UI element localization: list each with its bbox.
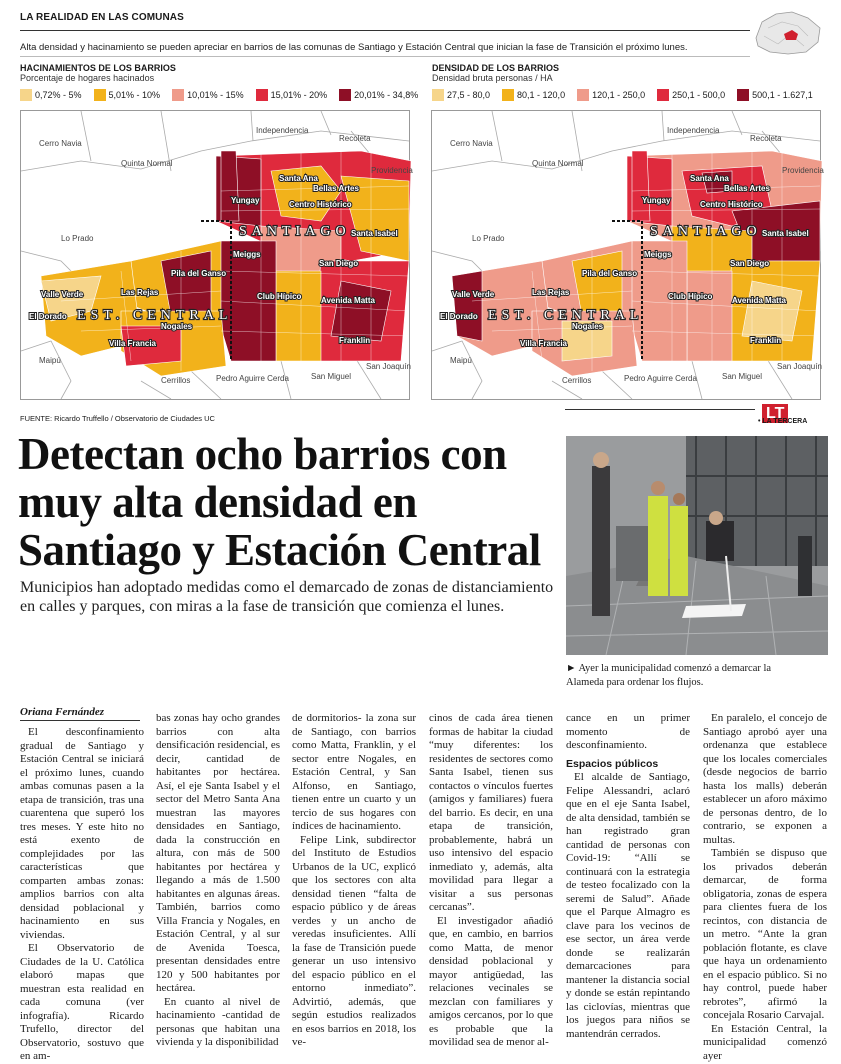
label-santiago: SANTIAGO xyxy=(650,224,762,239)
label-providencia: Providencia xyxy=(371,166,413,175)
label-san-diego: San Diego xyxy=(730,259,770,268)
divider xyxy=(565,409,755,410)
label-san-joaquin: San Joaquín xyxy=(366,362,411,371)
legend-item xyxy=(339,89,418,101)
photo-caption: ► Ayer la municipalidad comenzó a demarcar la Alameda para ordenar los flujos. xyxy=(566,663,772,688)
label-quinta-normal: Quinta Normal xyxy=(532,159,584,168)
map-right-densidad xyxy=(431,110,824,400)
deck: Municipios han adoptado medidas como el demarcado de zonas de distanciamiento en calles y parques, con miras a la fase de transición que comienza el lunes. xyxy=(20,579,554,615)
article-column-4 xyxy=(429,712,553,1050)
map-right-header xyxy=(432,63,813,101)
label-pedro-aguirre-cerda: Pedro Aguirre Cerda xyxy=(624,374,697,383)
label-est-central: EST. CENTRAL xyxy=(488,308,644,323)
label-el-dorado: El Dorado xyxy=(29,312,67,321)
legend-item xyxy=(94,89,161,101)
legend-label: 5,01% - 10% xyxy=(108,90,161,100)
label-providencia: Providencia xyxy=(782,166,824,175)
label-villa-francia: Villa Francia xyxy=(520,339,567,348)
label-meiggs: Meiggs xyxy=(233,250,261,259)
article-photo xyxy=(566,436,828,655)
paragraph: También se dispuso que los privados deberán demarcar, de forma obligatoria, zonas de espera para clientes fuera de los recintos, con distancia de un metro. “Ante la gran población flotante, es clave que haya un ordenamiento en el espacio público. Si no hay control, puede haber rebrotes”, afirmó la concejala Rosario Carvajal. xyxy=(703,847,827,1021)
map-left-legend xyxy=(20,89,418,101)
paragraph: Felipe Link, subdirector del Instituto de Estudios Urbanos de la UC, explicó que los sectores con alta densidad tienen “falta de espacio público y de áreas verdes y un ancho de veredas insuficientes. Allí la fase de Transición puede generar un uso intensivo del espacio público en el entorno inmediato”. Advirtió, además, que según estudios realizados en esos barrios en 2018, los ve- xyxy=(292,833,416,1048)
label-independencia: Independencia xyxy=(256,126,309,135)
legend-swatch xyxy=(20,89,32,101)
legend-label: 250,1 - 500,0 xyxy=(672,90,726,100)
legend-swatch xyxy=(577,89,589,101)
paragraph: cance en un primer momento de desconfinamiento. xyxy=(566,712,690,751)
label-las-rejas: Las Rejas xyxy=(532,288,570,297)
label-santiago: SANTIAGO xyxy=(239,224,351,239)
map-right-legend xyxy=(432,89,813,101)
legend-label: 27,5 - 80,0 xyxy=(447,90,491,100)
legend-label: 0,72% - 5% xyxy=(35,90,82,100)
map-left-title: HACINAMIENTOS DE LOS BARRIOS xyxy=(20,63,176,73)
label-valle-verde: Valle Verde xyxy=(452,290,495,299)
legend-swatch xyxy=(737,89,749,101)
divider xyxy=(20,30,750,31)
label-recoleta: Recoleta xyxy=(750,134,782,143)
label-nogales: Nogales xyxy=(161,322,193,331)
divider xyxy=(20,56,750,57)
legend-label: 20,01% - 34,8% xyxy=(354,90,419,100)
label-san-joaquin: San Joaquín xyxy=(777,362,822,371)
label-lo-prado: Lo Prado xyxy=(472,234,505,243)
article-column-1 xyxy=(20,726,144,1064)
label-pedro-aguirre-cerda: Pedro Aguirre Cerda xyxy=(216,374,289,383)
locator-map-icon xyxy=(748,8,828,58)
map-left-header xyxy=(20,63,418,101)
article-column-5 xyxy=(566,712,690,1041)
legend-label: 10,01% - 15% xyxy=(187,90,244,100)
label-villa-francia: Villa Francia xyxy=(109,339,156,348)
legend-swatch xyxy=(502,89,514,101)
brand-name: • LA TERCERA xyxy=(758,418,808,425)
legend-item xyxy=(20,89,82,101)
map-right-title: DENSIDAD DE LOS BARRIOS xyxy=(432,63,560,73)
legend-item xyxy=(256,89,328,101)
label-san-miguel: San Miguel xyxy=(722,372,763,381)
map-left-subtitle: Porcentaje de hogares hacinados xyxy=(20,73,155,83)
subhead: Espacios públicos xyxy=(566,757,659,770)
legend-swatch xyxy=(256,89,268,101)
label-cerrillos: Cerrillos xyxy=(161,376,191,385)
article-column-3 xyxy=(292,712,416,1050)
label-yungay: Yungay xyxy=(642,196,671,205)
divider xyxy=(20,720,140,721)
label-maipu: Maipú xyxy=(39,356,61,365)
map-left-hacinamiento xyxy=(20,110,413,400)
paragraph: En paralelo, el concejo de Santiago aprobó ayer una ordenanza que establece que los locales comerciales (desde negocios de barrio hasta los malls) deberán establecer un aforo máximo de personas dentro, de lo contrario, se exponen a multas. xyxy=(703,712,827,846)
label-franklin: Franklin xyxy=(339,336,371,345)
label-cerro-navia: Cerro Navia xyxy=(39,139,82,148)
label-santa-isabel: Santa Isabel xyxy=(762,229,809,238)
legend-item xyxy=(737,89,813,101)
legend-item xyxy=(657,89,725,101)
source-credit: FUENTE: Ricardo Truffello / Observatorio de Ciudades UC xyxy=(20,414,215,423)
byline: Oriana Fernández xyxy=(20,706,105,718)
label-independencia: Independencia xyxy=(667,126,720,135)
label-santa-isabel: Santa Isabel xyxy=(351,229,398,238)
label-santa-ana: Santa Ana xyxy=(690,174,729,183)
legend-swatch xyxy=(339,89,351,101)
legend-swatch xyxy=(657,89,669,101)
legend-swatch xyxy=(172,89,184,101)
label-est-central: EST. CENTRAL xyxy=(77,308,233,323)
label-valle-verde: Valle Verde xyxy=(41,290,84,299)
paragraph: de dormitorios- la zona sur de Santiago, con barrios como Matta, Franklin, y el sector entre Nogales, en Estación Central, y San Alfonso, en Santiago, tienen entre un cuarto y un tercio de sus hogares con índices de hacinamiento. xyxy=(292,712,416,832)
label-franklin: Franklin xyxy=(750,336,782,345)
label-yungay: Yungay xyxy=(231,196,260,205)
article-column-6 xyxy=(703,712,827,1063)
headline: Detectan ocho barrios con muy alta densidad en Santiago y Estación Central xyxy=(18,429,541,575)
label-lo-prado: Lo Prado xyxy=(61,234,94,243)
label-avenida-matta: Avenida Matta xyxy=(321,296,375,305)
label-cerrillos: Cerrillos xyxy=(562,376,592,385)
label-santa-ana: Santa Ana xyxy=(279,174,318,183)
label-maipu: Maipú xyxy=(450,356,472,365)
paragraph: El desconfinamiento gradual de Santiago y Estación Central se iniciará el próximo lunes, cuando ambas comunas pasen a la etapa de transición, tras una cuarentena que superó los tres meses. Y este hito no está exento de complejidades por las características que comparten ambas zonas: amplios barrios con alta densidad poblacional y hacinamiento en sus viviendas. xyxy=(20,726,144,941)
legend-item xyxy=(432,89,490,101)
label-pila-del-ganso: Pila del Ganso xyxy=(582,269,638,278)
legend-item xyxy=(502,89,565,101)
brand-logo-mark: LT xyxy=(762,404,788,423)
intro-text: Alta densidad y hacinamiento se pueden apreciar en barrios de las comunas de Santiago y Estación Central que inician la fase de Transición el próximo lunes. xyxy=(20,42,688,53)
label-las-rejas: Las Rejas xyxy=(121,288,159,297)
legend-swatch xyxy=(94,89,106,101)
paragraph: En Estación Central, la municipalidad comenzó ayer xyxy=(703,1022,827,1062)
paragraph: bas zonas hay ocho grandes barrios con alta densificación residencial, es decir, cantidad de habitantes por hectárea. Así, el eje Santa Isabel y el sector del Metro Santa Ana muestran las mayores densidades en Santiago, dada la construcción en altura, con más de 500 habitantes por hectárea y llegando a más de 1.500 habitantes en algunas áreas. También, barrios como Villa Francia y Nogales, en Estación Central, y al sur de Avenida Toesca, presentan densidades entre 120 y 500 habitantes por hectárea. xyxy=(156,712,280,994)
map-right-subtitle: Densidad bruta personas / HA xyxy=(432,73,553,83)
label-recoleta: Recoleta xyxy=(339,134,371,143)
paragraph: El Observatorio de Ciudades de la U. Católica elaboró mapas que muestran esta realidad en cada comuna (ver infografía). Ricardo Trufello, director del Observatorio, sostuvo que en am- xyxy=(20,942,144,1062)
label-pila-del-ganso: Pila del Ganso xyxy=(171,269,227,278)
label-centro-historico: Centro Histórico xyxy=(289,200,352,209)
paragraph: El alcalde de Santiago, Felipe Alessandri, aclaró que en el eje Santa Isabel, de alta densidad, también se han registrado gran cantidad de personas con Covid-19: “Allí se continuará con la estrategia de testeo focalizado con la seremi de Salud”. Añade que el Parque Almagro es clave para los vecinos de ese sector, un área verde donde se realizarán demarcaciones para mantener la distancia social y donde se están repintando las ciclovías, mientras que los juegos para niños se mantendrán cerrados. xyxy=(566,771,690,1040)
paragraph: En cuanto al nivel de hacinamiento -cantidad de personas que habitan una vivienda y la disponibilidad xyxy=(156,995,280,1048)
section-label: LA REALIDAD EN LAS COMUNAS xyxy=(20,12,184,23)
label-bellas-artes: Bellas Artes xyxy=(724,184,770,193)
legend-label: 120,1 - 250,0 xyxy=(592,90,646,100)
label-quinta-normal: Quinta Normal xyxy=(121,159,173,168)
article-column-2 xyxy=(156,712,280,1050)
label-meiggs: Meiggs xyxy=(644,250,672,259)
label-club-hipico: Club Hípico xyxy=(668,292,713,301)
legend-item xyxy=(577,89,645,101)
legend-label: 80,1 - 120,0 xyxy=(517,90,566,100)
label-el-dorado: El Dorado xyxy=(440,312,478,321)
label-bellas-artes: Bellas Artes xyxy=(313,184,359,193)
label-san-miguel: San Miguel xyxy=(311,372,352,381)
label-nogales: Nogales xyxy=(572,322,604,331)
label-cerro-navia: Cerro Navia xyxy=(450,139,493,148)
legend-swatch xyxy=(432,89,444,101)
legend-label: 15,01% - 20% xyxy=(270,90,328,100)
label-centro-historico: Centro Histórico xyxy=(700,200,763,209)
legend-item xyxy=(172,89,244,101)
legend-label: 500,1 - 1.627,1 xyxy=(752,90,813,100)
label-avenida-matta: Avenida Matta xyxy=(732,296,786,305)
paragraph: cinos de cada área tienen formas de habitar la ciudad “muy diferentes: los residentes de sectores como Santa Isabel, tienen sus contactos o vínculos fuertes (amigos y familiares) fuera del barrio. Es decir, en una etapa de transición, probablemente, habrá un uso intensivo del espacio inmediato y, además, alta movilidad para llegar a visitar a sus personas cercanas”. xyxy=(429,712,553,913)
label-san-diego: San Diego xyxy=(319,259,359,268)
paragraph: El investigador añadió que, en cambio, en barrios como Matta, de menor densidad poblacional y mayor antigüedad, las relaciones vecinales se mezclan con familiares y amigos cercanos, por lo que es probable que la movilidad sea de menor al- xyxy=(429,914,553,1048)
label-club-hipico: Club Hípico xyxy=(257,292,302,301)
